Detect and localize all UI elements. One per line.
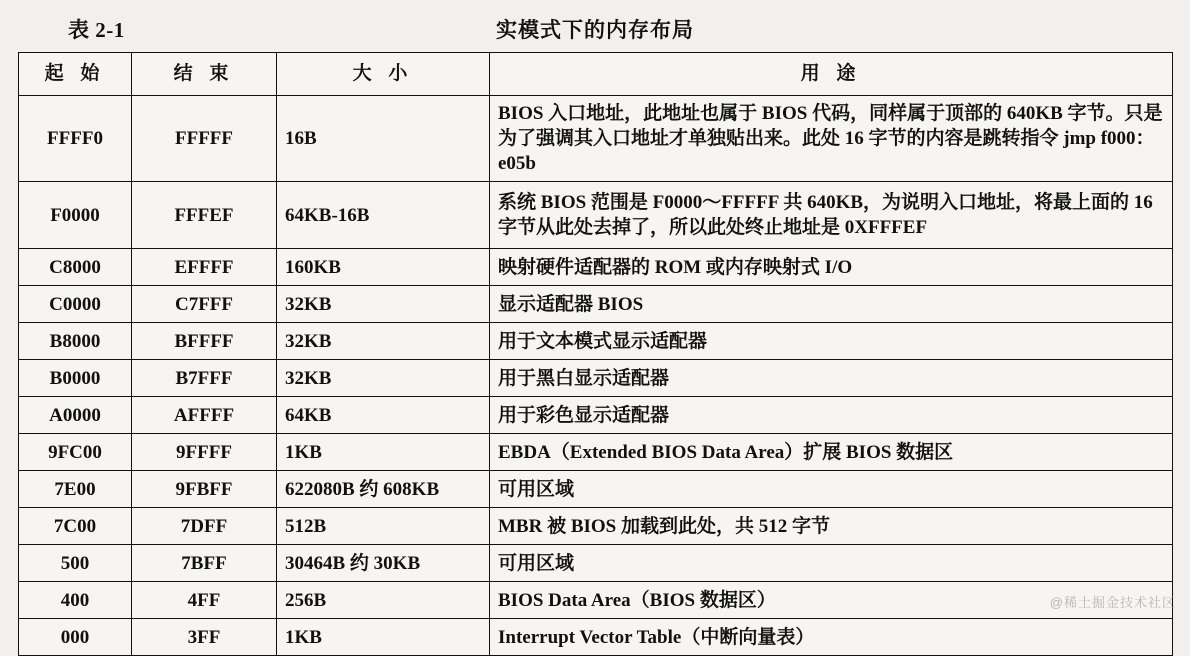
cell-end: 7BFF bbox=[132, 545, 277, 582]
cell-size: 256B bbox=[277, 582, 490, 619]
cell-use: MBR 被 BIOS 加载到此处，共 512 字节 bbox=[490, 508, 1173, 545]
cell-start: FFFF0 bbox=[19, 96, 132, 182]
table-row bbox=[19, 471, 1173, 508]
table-row bbox=[19, 249, 1173, 286]
column-header-start: 起 始 bbox=[19, 53, 132, 96]
cell-start: 400 bbox=[19, 582, 132, 619]
cell-end: B7FFF bbox=[132, 360, 277, 397]
table-row bbox=[19, 397, 1173, 434]
cell-size: 16B bbox=[277, 96, 490, 182]
table-body bbox=[19, 96, 1173, 656]
cell-end: FFFEF bbox=[132, 182, 277, 249]
cell-size: 32KB bbox=[277, 323, 490, 360]
cell-end: 9FFFF bbox=[132, 434, 277, 471]
table-row bbox=[19, 182, 1173, 249]
cell-size: 1KB bbox=[277, 434, 490, 471]
column-header-end: 结 束 bbox=[132, 53, 277, 96]
table-row bbox=[19, 545, 1173, 582]
cell-use: 显示适配器 BIOS bbox=[490, 286, 1173, 323]
cell-use: 可用区域 bbox=[490, 471, 1173, 508]
table-row bbox=[19, 434, 1173, 471]
cell-size: 32KB bbox=[277, 360, 490, 397]
cell-use: 用于彩色显示适配器 bbox=[490, 397, 1173, 434]
cell-start: 7C00 bbox=[19, 508, 132, 545]
table-caption bbox=[18, 14, 1172, 46]
cell-size: 160KB bbox=[277, 249, 490, 286]
table-header bbox=[19, 53, 1173, 96]
cell-end: FFFFF bbox=[132, 96, 277, 182]
cell-size: 512B bbox=[277, 508, 490, 545]
cell-start: 9FC00 bbox=[19, 434, 132, 471]
cell-size: 30464B 约 30KB bbox=[277, 545, 490, 582]
cell-use: BIOS Data Area（BIOS 数据区） bbox=[490, 582, 1173, 619]
cell-end: 4FF bbox=[132, 582, 277, 619]
watermark: @稀土掘金技术社区 bbox=[1049, 595, 1176, 610]
memory-layout-table bbox=[18, 52, 1173, 656]
table-row bbox=[19, 323, 1173, 360]
cell-start: F0000 bbox=[19, 182, 132, 249]
cell-size: 64KB bbox=[277, 397, 490, 434]
table-caption-label: 表 2-1 bbox=[68, 18, 125, 42]
cell-use: EBDA（Extended BIOS Data Area）扩展 BIOS 数据区 bbox=[490, 434, 1173, 471]
cell-size: 622080B 约 608KB bbox=[277, 471, 490, 508]
cell-start: A0000 bbox=[19, 397, 132, 434]
cell-size: 1KB bbox=[277, 619, 490, 656]
column-header-size: 大 小 bbox=[277, 53, 490, 96]
cell-end: 3FF bbox=[132, 619, 277, 656]
table-header-row bbox=[19, 53, 1173, 96]
table-row bbox=[19, 96, 1173, 182]
cell-use: 用于黑白显示适配器 bbox=[490, 360, 1173, 397]
cell-start: C8000 bbox=[19, 249, 132, 286]
cell-end: C7FFF bbox=[132, 286, 277, 323]
cell-size: 64KB-16B bbox=[277, 182, 490, 249]
table-row bbox=[19, 582, 1173, 619]
cell-size: 32KB bbox=[277, 286, 490, 323]
table-row bbox=[19, 508, 1173, 545]
cell-use: 映射硬件适配器的 ROM 或内存映射式 I/O bbox=[490, 249, 1173, 286]
cell-start: B8000 bbox=[19, 323, 132, 360]
cell-end: 9FBFF bbox=[132, 471, 277, 508]
cell-end: EFFFF bbox=[132, 249, 277, 286]
cell-use: 用于文本模式显示适配器 bbox=[490, 323, 1173, 360]
cell-end: BFFFF bbox=[132, 323, 277, 360]
cell-end: 7DFF bbox=[132, 508, 277, 545]
cell-start: 000 bbox=[19, 619, 132, 656]
cell-start: 500 bbox=[19, 545, 132, 582]
column-header-use: 用 途 bbox=[490, 53, 1173, 96]
table-caption-title: 实模式下的内存布局 bbox=[496, 18, 694, 42]
cell-start: 7E00 bbox=[19, 471, 132, 508]
cell-use: 系统 BIOS 范围是 F0000～FFFFF 共 640KB，为说明入口地址，将最上面的 16 字节从此处去掉了，所以此处终止地址是 0XFFFEF bbox=[490, 182, 1173, 249]
cell-use: 可用区域 bbox=[490, 545, 1173, 582]
cell-start: B0000 bbox=[19, 360, 132, 397]
cell-end: AFFFF bbox=[132, 397, 277, 434]
table-row bbox=[19, 286, 1173, 323]
cell-use: BIOS 入口地址，此地址也属于 BIOS 代码，同样属于顶部的 640KB 字节。只是为了强调其入口地址才单独贴出来。此处 16 字节的内容是跳转指令 jmp f000：e05b bbox=[490, 96, 1173, 182]
cell-use: Interrupt Vector Table（中断向量表） bbox=[490, 619, 1173, 656]
cell-start: C0000 bbox=[19, 286, 132, 323]
table-row bbox=[19, 360, 1173, 397]
table-row bbox=[19, 619, 1173, 656]
